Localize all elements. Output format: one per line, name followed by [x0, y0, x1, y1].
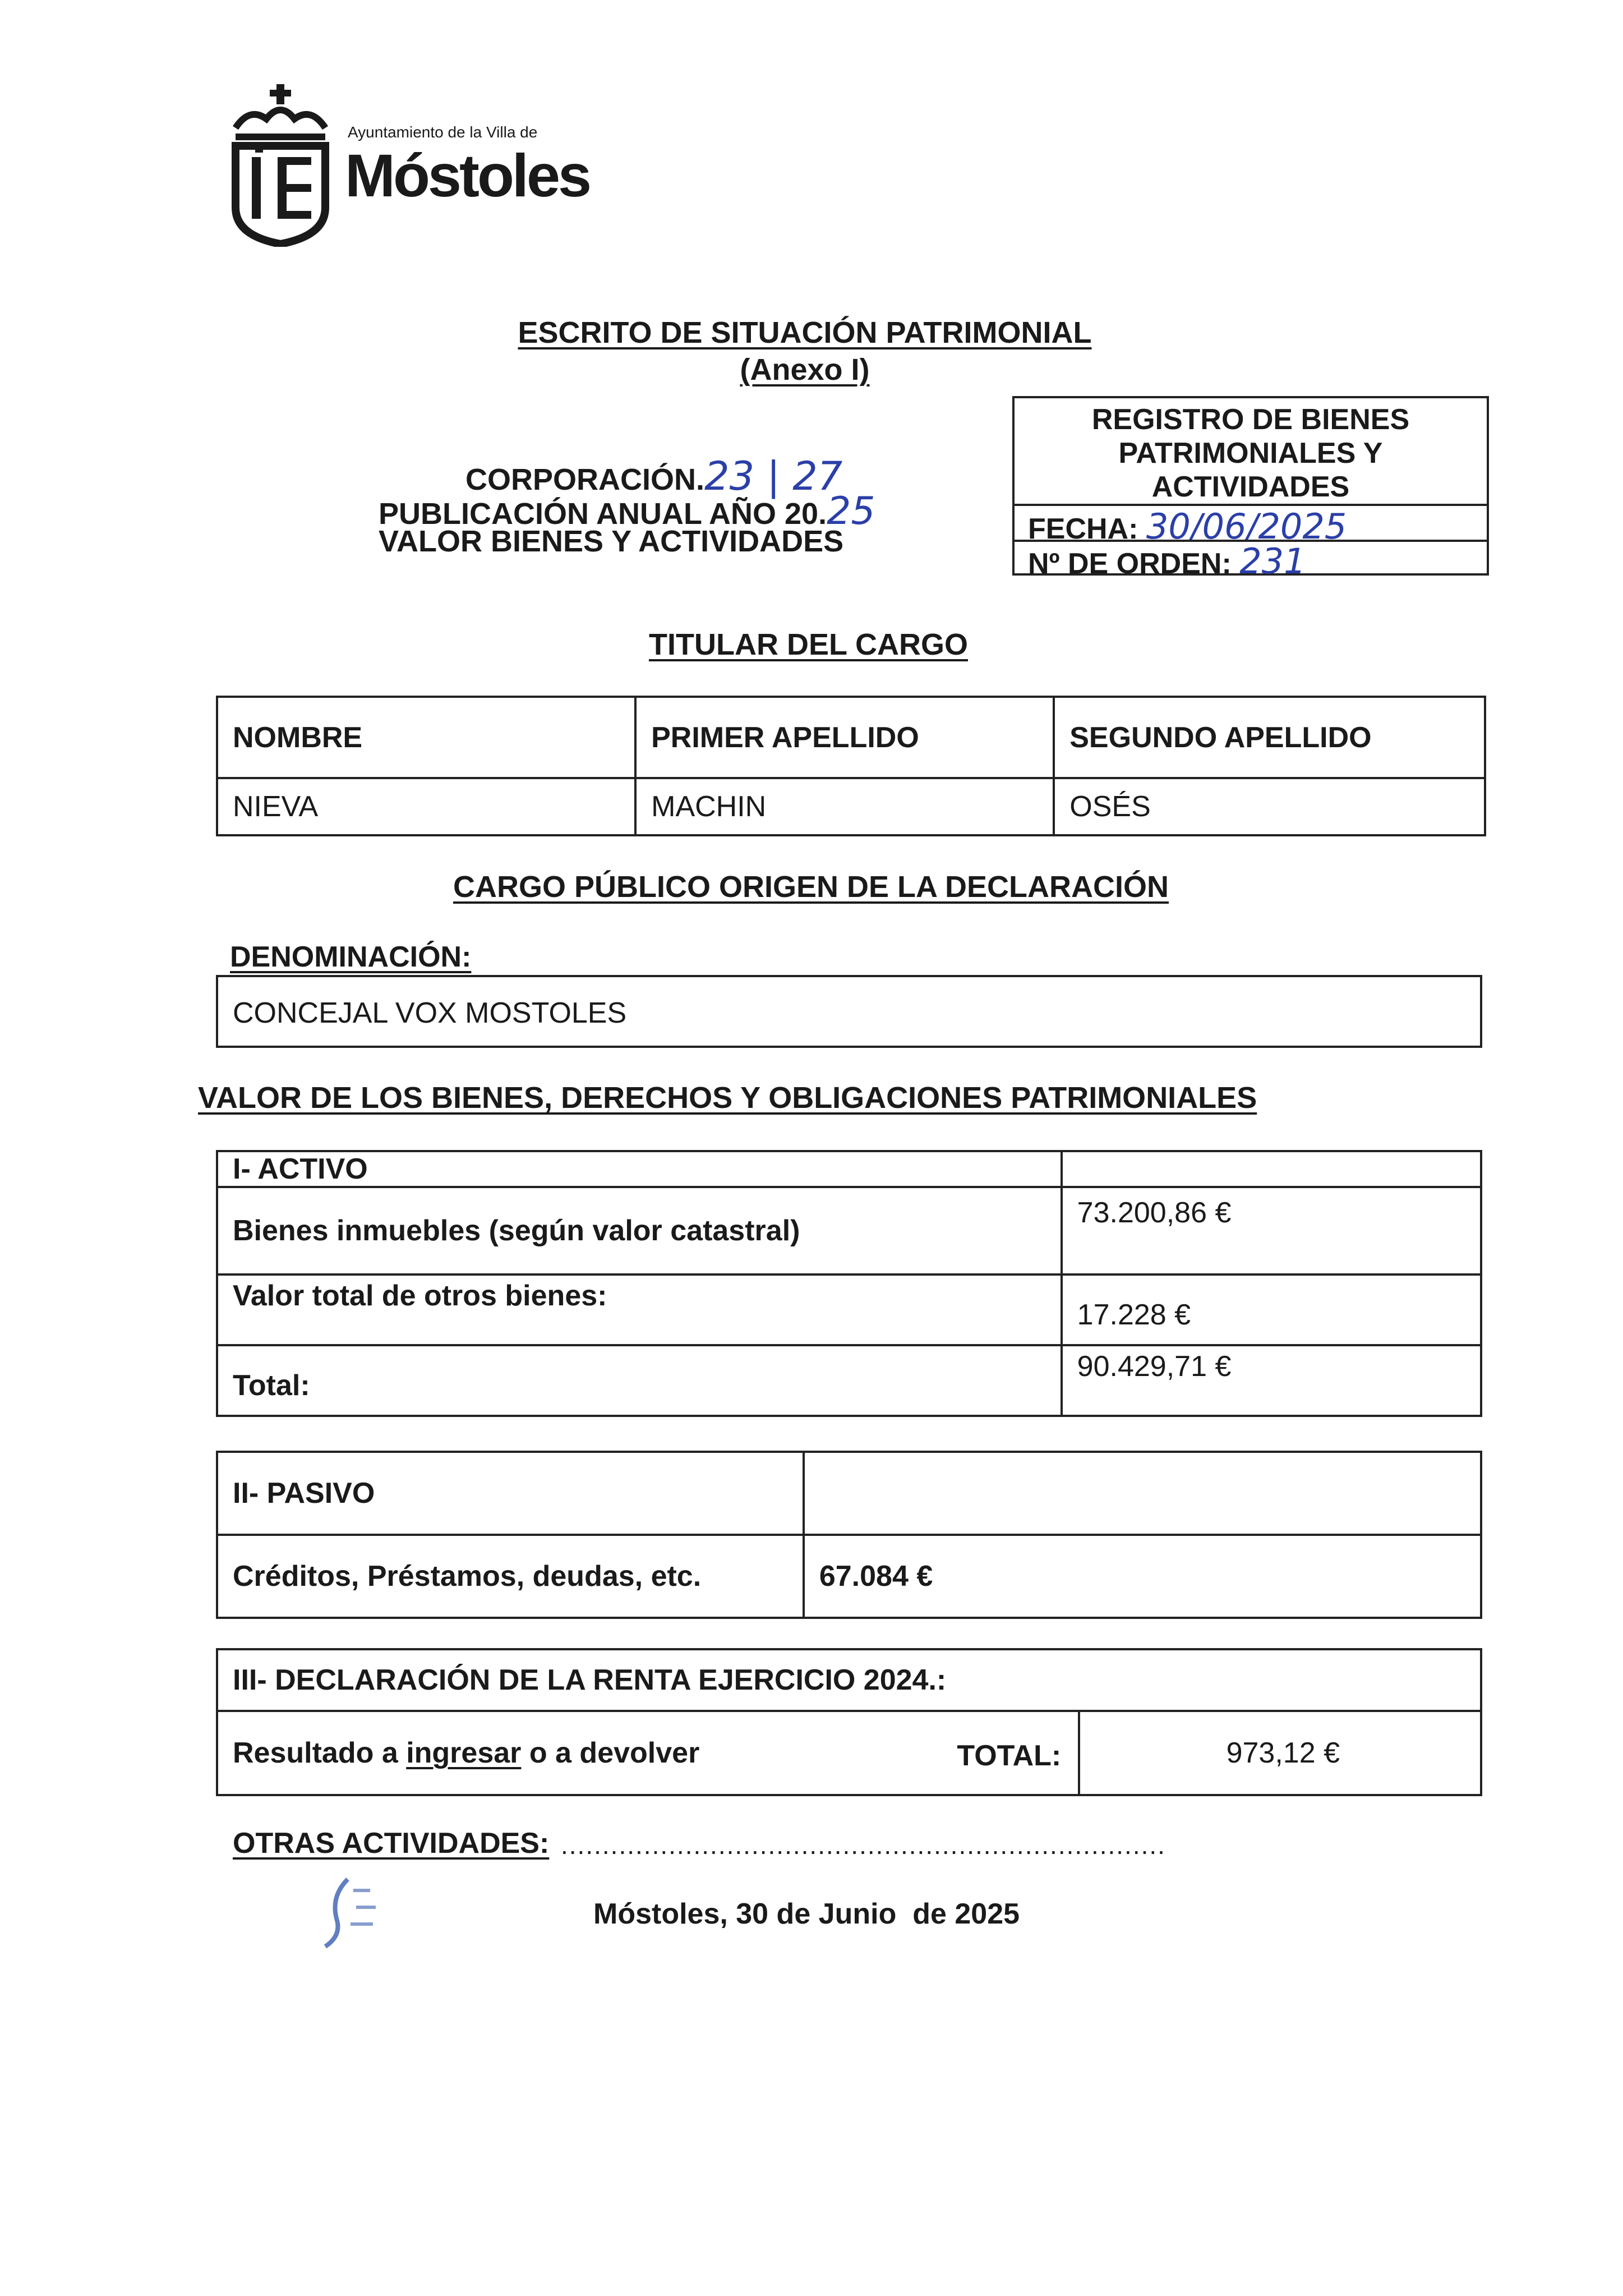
otros-bienes-value: 17.228 €	[1062, 1274, 1481, 1345]
denominacion-value: CONCEJAL VOX MOSTOLES	[233, 997, 627, 1029]
denominacion-label: DENOMINACIÓN:	[230, 941, 472, 973]
fecha-label: FECHA:	[1028, 513, 1138, 545]
denominacion-box	[216, 975, 1482, 1048]
renta-label-prefix: Resultado a	[233, 1737, 407, 1769]
activo-header-blank	[1062, 1151, 1481, 1187]
publicacion-value: 25	[827, 489, 875, 533]
total-activo-value: 90.429,71 €	[1062, 1345, 1481, 1416]
cargo-heading: CARGO PÚBLICO ORIGEN DE LA DECLARACIÓN	[453, 870, 1169, 904]
renta-table	[216, 1648, 1482, 1796]
activo-table	[216, 1150, 1482, 1417]
renta-total-label: TOTAL:	[957, 1740, 1062, 1772]
table-row	[217, 1535, 1481, 1618]
orden-label: Nº DE ORDEN:	[1028, 547, 1232, 580]
renta-label-suffix: o a devolver	[521, 1737, 700, 1769]
renta-result-cell	[217, 1711, 1079, 1795]
bienes-inmuebles-value: 73.200,86 €	[1062, 1187, 1481, 1274]
corporacion-value: 23 | 27	[704, 453, 843, 499]
otras-actividades-label: OTRAS ACTIVIDADES:	[233, 1827, 550, 1860]
table-header-nombre: NOMBRE	[217, 697, 635, 778]
table-header-primer-apellido: PRIMER APELLIDO	[635, 697, 1054, 778]
table-row	[217, 1187, 1481, 1274]
table-row	[217, 697, 1485, 778]
signature-line: Móstoles, 30 de Junio de 2025	[593, 1898, 1020, 1930]
fecha-value: 30/06/2025	[1146, 506, 1347, 547]
creditos-label: Créditos, Préstamos, deudas, etc.	[217, 1535, 804, 1618]
otras-actividades-dots: .........................................................................	[561, 1830, 1166, 1860]
stamp-mark	[314, 1874, 381, 1952]
renta-header: III- DECLARACIÓN DE LA RENTA EJERCICIO 2024.:	[217, 1649, 1481, 1711]
table-row	[217, 1345, 1481, 1416]
table-row	[217, 1452, 1481, 1535]
table-row	[217, 1151, 1481, 1187]
logo-subtitle: Ayuntamiento de la Villa de	[348, 123, 538, 141]
bienes-inmuebles-label: Bienes inmuebles (según valor catastral)	[217, 1187, 1062, 1274]
table-header-segundo-apellido: SEGUNDO APELLIDO	[1054, 697, 1485, 778]
corporacion-label: CORPORACIÓN	[465, 463, 697, 496]
pasivo-table	[216, 1451, 1482, 1619]
valor-bienes-line: VALOR BIENES Y ACTIVIDADES	[379, 524, 844, 558]
logo	[227, 84, 620, 252]
pasivo-header-blank	[804, 1452, 1481, 1535]
pasivo-header: II- PASIVO	[217, 1452, 804, 1535]
publicacion-line: PUBLICACIÓN ANUAL AÑO 20.25	[379, 489, 875, 533]
publicacion-label: PUBLICACIÓN ANUAL AÑO 20	[379, 497, 819, 531]
orden-value: 231	[1239, 541, 1306, 582]
nombre-value: NIEVA	[217, 778, 635, 835]
renta-total-value: 973,12 €	[1079, 1711, 1481, 1795]
orden-row	[1028, 541, 1306, 582]
renta-label-ingresar: ingresar	[406, 1737, 522, 1769]
registro-box	[1012, 396, 1489, 582]
primer-apellido-value: MACHIN	[635, 778, 1054, 835]
logo-title: Móstoles	[345, 141, 590, 209]
registro-title: REGISTRO DE BIENES PATRIMONIALES Y ACTIVIDADES	[1091, 403, 1410, 503]
document-subtitle: (Anexo I)	[740, 353, 870, 386]
table-row	[217, 1274, 1481, 1345]
table-row	[217, 1649, 1481, 1711]
valor-heading: VALOR DE LOS BIENES, DERECHOS Y OBLIGACIONES PATRIMONIALES	[198, 1081, 1257, 1115]
activo-header: I- ACTIVO	[217, 1151, 1062, 1187]
titular-heading: TITULAR DEL CARGO	[649, 628, 968, 661]
titular-table	[216, 696, 1486, 836]
table-row	[217, 778, 1485, 835]
total-activo-label: Total:	[217, 1345, 1062, 1416]
table-row	[217, 1711, 1481, 1795]
otros-bienes-label: Valor total de otros bienes:	[217, 1274, 1062, 1345]
segundo-apellido-value: OSÉS	[1054, 778, 1485, 835]
document-title: ESCRITO DE SITUACIÓN PATRIMONIAL	[518, 316, 1092, 349]
corporacion-line: CORPORACIÓN.23 | 27	[465, 453, 843, 499]
coat-of-arms-icon	[227, 84, 334, 247]
creditos-value: 67.084 €	[804, 1535, 1481, 1618]
